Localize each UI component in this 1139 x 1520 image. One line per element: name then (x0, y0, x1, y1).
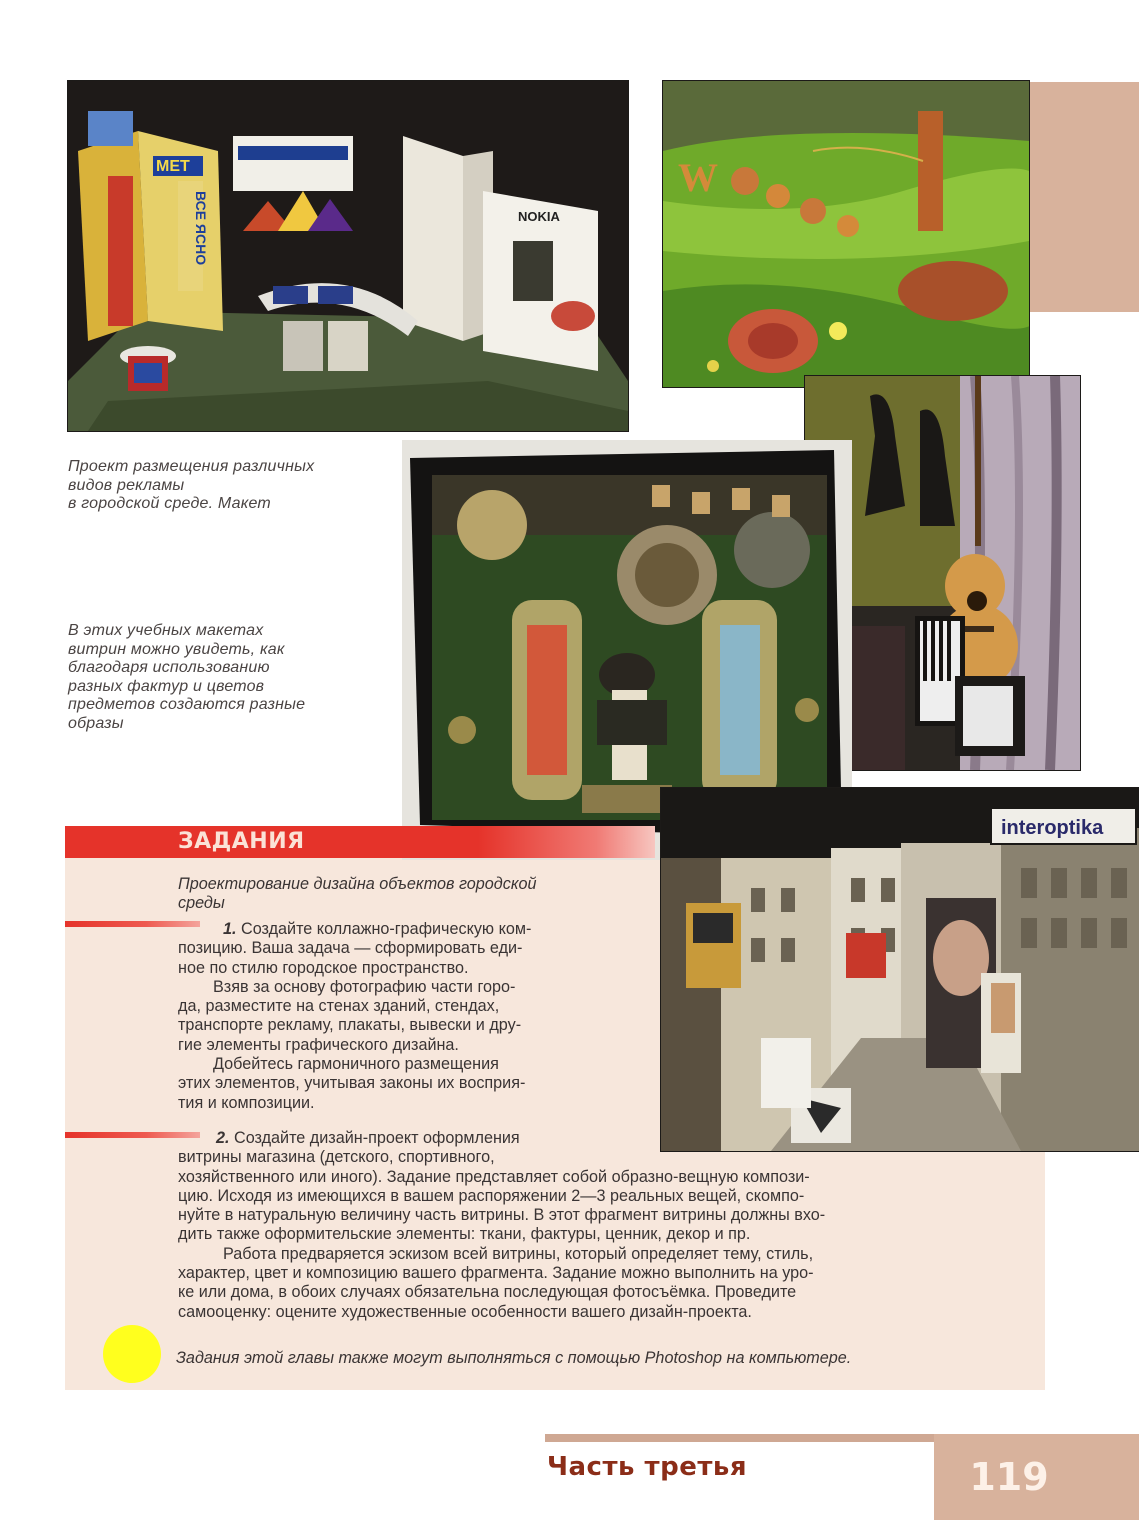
task1-line: да, разместите на стенах зданий, стендах, (178, 997, 500, 1016)
task2-line: Работа предваряется эскизом всей витрины, который определяет тему, стиль, (223, 1244, 814, 1263)
task2-line: характер, цвет и композицию вашего фрагмента. Задание можно выполнить на уро- (178, 1264, 814, 1283)
task2-line: витрины магазина (детского, спортивного, (178, 1148, 495, 1167)
sign-text-vse-yasno: ВСЕ ЯСНО (193, 191, 209, 266)
task2-line: самооценку: оцените художественные особенности вашего дизайн-проекта. (178, 1302, 752, 1321)
task1-line: Создайте коллажно-графическую ком- (236, 920, 532, 938)
sign-text-interoptika: interoptika (1001, 817, 1104, 839)
decor-tan-block-right (1028, 82, 1139, 312)
subtitle-line: Проектирование дизайна объектов городской (178, 875, 537, 893)
page-number: 119 (969, 1455, 1049, 1499)
subtitle-line: среды (178, 894, 225, 913)
task2-line: цию. Исходя из имеющихся в вашем распоряжении 2—3 реальных вещей, скомпо- (178, 1186, 805, 1205)
footer-rule (545, 1434, 934, 1442)
caption-line: В этих учебных макетах (68, 622, 264, 639)
caption-line: в городской среде. Макет (68, 495, 271, 512)
footer-section-label: Часть третья (547, 1452, 748, 1482)
task2-line: хозяйственного или иного). Задание представляет собой образно-вещную компози- (178, 1167, 810, 1186)
task2-line: Создайте дизайн-проект оформления (229, 1129, 520, 1147)
caption-line: благодаря использованию (68, 659, 270, 676)
sign-text-nokia: NOKIA (518, 209, 560, 224)
task2-line: ке или дома, в обоих случаях обязательна последующая фотосъёмка. Проведите (178, 1283, 797, 1302)
caption-line: предметов создаются разные (68, 696, 306, 713)
photo-street-collage (660, 787, 1139, 1152)
sign-text-met: МЕТ (156, 158, 190, 175)
caption-vitrines (68, 622, 398, 733)
caption-line: Проект размещения различных (68, 458, 315, 475)
photoshop-note-marker (103, 1325, 161, 1383)
photo-city-advertising-model (67, 80, 629, 432)
tasks-subtitle (178, 875, 628, 914)
task2-line: дить также оформительские элементы: ткани, фактуры, ценник, декор и пр. (178, 1225, 751, 1244)
caption-line: разных фактур и цветов (68, 677, 265, 695)
task-1 (178, 920, 618, 1113)
task1-line: гие элементы графического дизайна. (178, 1035, 459, 1054)
task1-line: Взяв за основу фотографию части горо- (213, 977, 516, 996)
tasks-heading: ЗАДАНИЯ (178, 829, 305, 854)
task-2 (178, 1129, 988, 1322)
caption-city-model (68, 458, 388, 514)
task1-line: позицию. Ваша задача — сформировать еди- (178, 939, 523, 958)
task1-number: 1. (223, 920, 237, 938)
caption-line: витрин можно увидеть, как (68, 640, 285, 658)
task1-line: Добейтесь гармоничного размещения (213, 1055, 499, 1074)
task1-line: ное по стилю городское пространство. (178, 958, 469, 977)
caption-line: образы (68, 714, 124, 732)
yarn-letter-w: W (678, 155, 718, 200)
task2-number: 2. (216, 1129, 230, 1147)
task1-line: транспорте рекламу, плакаты, вывески и дру- (178, 1016, 522, 1035)
photo-yarn-showcase (662, 80, 1030, 388)
caption-line: видов рекламы (68, 476, 185, 494)
task1-line: этих элементов, учитывая законы их восприя- (178, 1074, 526, 1093)
task1-line: тия и композиции. (178, 1093, 315, 1112)
task2-line: нуйте в натуральную величину часть витрины. В этот фрагмент витрины должны вхо- (178, 1206, 826, 1225)
tasks-heading-bar (65, 826, 655, 858)
photoshop-note: Задания этой главы также могут выполняться с помощью Photoshop на компьютере. (176, 1349, 852, 1367)
